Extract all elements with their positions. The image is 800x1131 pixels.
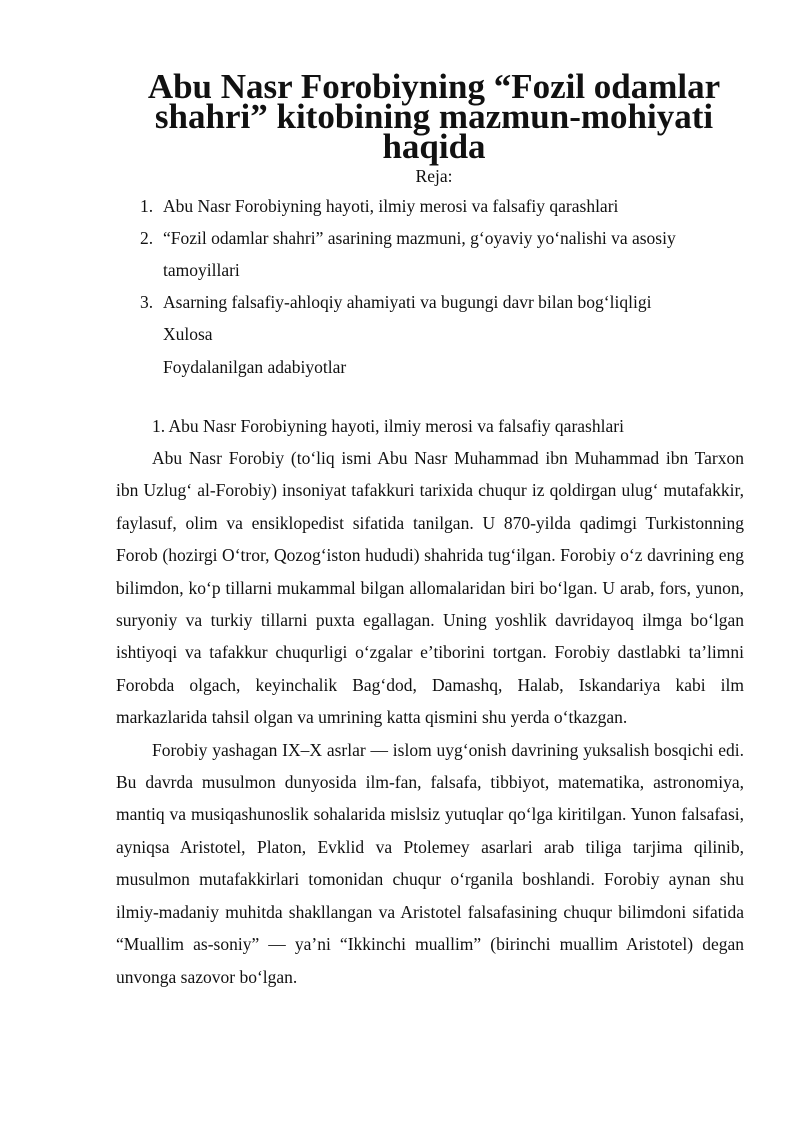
body-paragraph: Abu Nasr Forobiy (to‘liq ismi Abu Nasr Muhammad ibn Muhammad ibn Tarxon ibn Uzlug‘ al-Forobiy) insoniyat tafakkuri tarixida chuqur iz qoldirgan ulug‘ mutafakkir, faylasuf, olim va ensiklopedist sifatida tanilgan. U 870-yilda qadimgi Turkistonning Forob (hozirgi O‘tror, Qozog‘iston hududi) shahrida tug‘ilgan. Forobiy o‘z davrining eng bilimdon, ko‘p tillarni mukammal bilgan allomalaridan biri bo‘lgan. U arab, fors, yunon, suryoniy va turkiy tillarni puxta egallagan. Uning yoshlik davridayoq ilmga bo‘lgan ishtiyoqi va tafakkur chuqurligi o‘zgalar e’tiborini tortgan. Forobiy dastlabki ta’limni Forobda olgach, keyinchalik Bag‘dod, Damashq, Halab, Iskandariya kabi ilm markazlarida tahsil olgan va umrining katta qismini shu yerda o‘tkazgan. xyxy=(116,448,744,728)
plan-item-number: 1. xyxy=(140,196,154,216)
body-paragraph: Forobiy yashagan IX–X asrlar — islom uyg‘onish davrining yuksalish bosqichi edi. Bu davrda musulmon dunyosida ilm-fan, falsafa, tibbiyot, matematika, astronomiya, mantiq va musiqashunoslik sohalarida mislsiz yutuqlar qo‘lga kiritilgan. Yunon falsafasi, ayniqsa Aristotel, Platon, Evklid va Ptolemey asarlari arab tiliga tarjima qilinib, musulmon mutafakkirlari tomonidan chuqur o‘rganila boshlandi. Forobiy aynan shu ilmiy-madaniy muhitda shakllangan va Aristotel falsafasining chuqur bilimdoni sifatida “Muallim as-soniy” — ya’ni “Ikkinchi muallim” (birinchi muallim Aristotel) degan unvonga sazovor bo‘lgan. xyxy=(116,739,744,987)
plan-conclusion: Xulosa xyxy=(163,324,213,344)
section-heading: 1. Abu Nasr Forobiyning hayoti, ilmiy merosi va falsafiy qarashlari xyxy=(152,416,624,436)
plan-list xyxy=(116,190,744,318)
plan-item-text: “Fozil odamlar shahri” asarining mazmuni, g‘oyaviy yo‘nalishi va asosiy tamoyillari xyxy=(163,228,676,280)
plan-item-number: 3. xyxy=(140,292,154,312)
plan-item xyxy=(116,286,744,318)
plan-heading: Reja: xyxy=(415,166,453,186)
plan-item-text: Asarning falsafiy-ahloqiy ahamiyati va bugungi davr bilan bog‘liqligi xyxy=(163,292,652,312)
plan-item xyxy=(116,190,744,222)
title-line-2: haqida xyxy=(382,127,486,166)
title-line-1: Abu Nasr Forobiyning “Fozil odamlar shahri” kitobining mazmun-mohiyati xyxy=(147,67,721,136)
plan-item xyxy=(116,222,744,286)
document-title xyxy=(116,67,744,166)
plan-references: Foydalanilgan adabiyotlar xyxy=(163,357,347,377)
plan-item-text: Abu Nasr Forobiyning hayoti, ilmiy merosi va falsafiy qarashlari xyxy=(163,196,619,216)
plan-item-number: 2. xyxy=(140,228,154,248)
